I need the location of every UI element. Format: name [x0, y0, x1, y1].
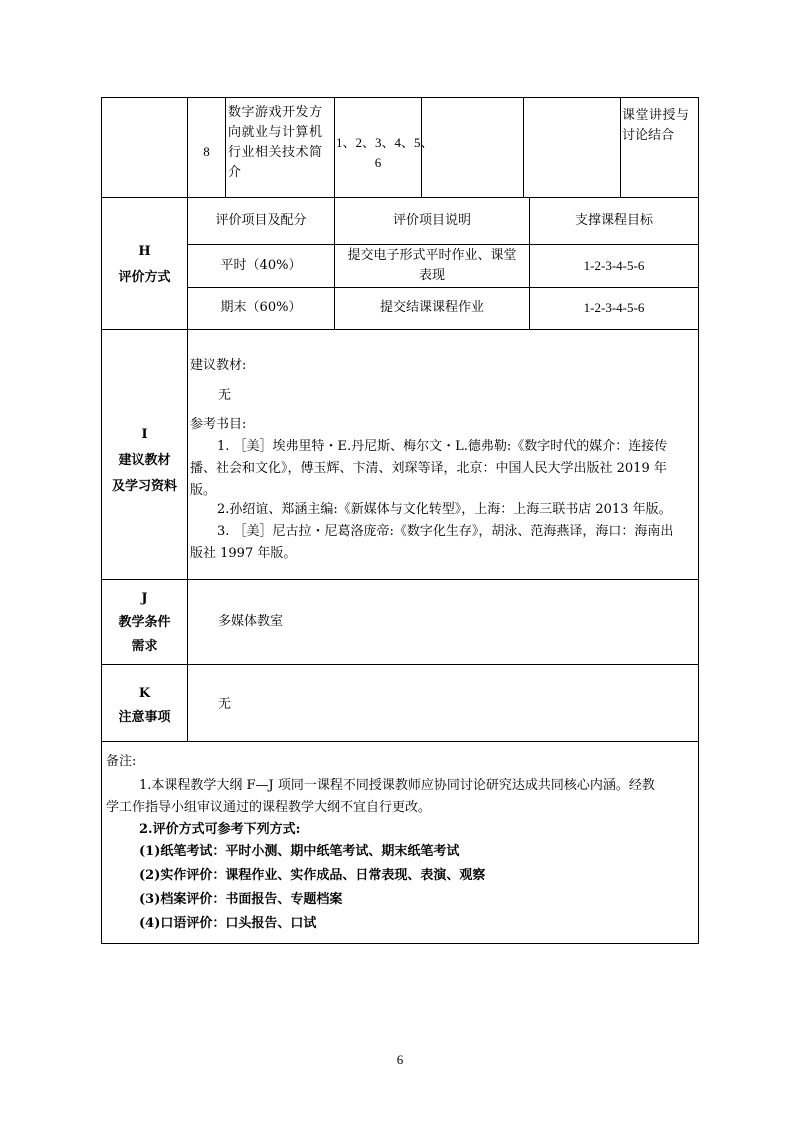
notes-line: 1.本课程教学大纲 F—J 项同一课程不同授课教师应协同讨论研究达成共同核心内涵。经教 — [139, 778, 655, 793]
reference-line: 版。 — [190, 483, 217, 498]
row-content-line: 行业相关技术简 — [228, 145, 323, 160]
table-border — [620, 97, 621, 198]
table-border — [523, 97, 524, 198]
textbook-value: 无 — [218, 388, 232, 403]
section-j-label: 教学条件 — [118, 615, 171, 630]
section-j-label: 需求 — [131, 639, 158, 654]
section-h-code: H — [138, 244, 151, 259]
row-index: 8 — [203, 144, 210, 159]
row-method-line: 课堂讲授与 — [622, 108, 690, 123]
eval-item: 期末（60%） — [220, 300, 302, 315]
notes-line: 学工作指导小组审议通过的课程教学大纲不宜自行更改。 — [106, 800, 432, 815]
table-border — [101, 579, 699, 580]
section-k-code: K — [138, 686, 151, 701]
table-border — [187, 97, 188, 742]
table-border — [101, 943, 699, 944]
eval-desc-line: 表现 — [418, 268, 445, 283]
table-border — [698, 97, 699, 944]
row-content-line: 数字游戏开发方 — [228, 105, 323, 120]
reference-line: 版社 1997 年版。 — [190, 546, 297, 561]
section-h-label: 评价方式 — [118, 270, 171, 285]
table-border — [101, 97, 102, 944]
header-eval-target: 支撑课程目标 — [574, 213, 653, 228]
notes-option: (1)纸笔考试：平时小测、期中纸笔考试、期末纸笔考试 — [139, 844, 460, 859]
notes-option: (2)实作评价：课程作业、实作成品、日常表现、表演、观察 — [139, 868, 486, 883]
row-content-line: 介 — [228, 165, 242, 180]
table-border — [225, 97, 226, 198]
table-border — [187, 287, 699, 288]
table-border — [101, 329, 699, 330]
notes-option: (3)档案评价：书面报告、专题档案 — [139, 892, 343, 907]
section-i-label: 及学习资料 — [111, 479, 177, 494]
reference-line: 播、社会和文化》，傅玉辉、卞清、刘琛等译，北京：中国人民大学出版社 2019 年 — [190, 461, 667, 476]
table-border — [101, 97, 699, 98]
textbook-heading: 建议教材: — [190, 358, 247, 373]
reference-line: 1. ［美］埃弗里特・E.丹尼斯、梅尔文・L.德弗勒:《数字时代的媒介：连接传 — [217, 439, 668, 454]
eval-target: 1-2-3-4-5-6 — [583, 258, 645, 273]
reference-line: 3. ［美］尼古拉・尼葛洛庞帝:《数字化生存》，胡泳、范海燕译，海口：海南出 — [217, 524, 674, 539]
row-content-line: 向就业与计算机 — [228, 125, 323, 140]
reference-heading: 参考书目: — [190, 417, 247, 432]
row-objectives-line: 1、2、3、4、5、 — [336, 135, 434, 150]
section-k-content: 无 — [218, 697, 232, 712]
row-objectives-line: 6 — [374, 155, 382, 170]
notes-line: 2.评价方式可参考下列方式: — [139, 822, 301, 837]
header-eval-item: 评价项目及配分 — [215, 213, 307, 228]
section-j-content: 多媒体教室 — [218, 614, 284, 629]
reference-line: 2.孙绍谊、郑涵主编:《新媒体与文化转型》，上海：上海三联书店 2013 年版。 — [217, 502, 672, 517]
section-k-label: 注意事项 — [118, 710, 171, 725]
eval-desc-line: 提交结课课程作业 — [379, 300, 484, 315]
section-i-code: I — [141, 427, 148, 442]
table-border — [101, 664, 699, 665]
eval-item: 平时（40%） — [220, 258, 302, 273]
row-method-line: 讨论结合 — [622, 128, 675, 143]
eval-target: 1-2-3-4-5-6 — [583, 300, 645, 315]
notes-heading: 备注: — [106, 754, 137, 769]
table-border — [187, 244, 699, 245]
table-border — [101, 741, 699, 742]
page-number: 6 — [396, 1052, 404, 1067]
section-i-label: 建议教材 — [118, 453, 171, 468]
section-j-code: J — [141, 591, 148, 606]
table-border — [101, 197, 699, 198]
eval-desc-line: 提交电子形式平时作业、课堂 — [347, 248, 517, 263]
notes-option: (4)口语评价：口头报告、口试 — [139, 916, 317, 931]
header-eval-desc: 评价项目说明 — [392, 213, 471, 228]
